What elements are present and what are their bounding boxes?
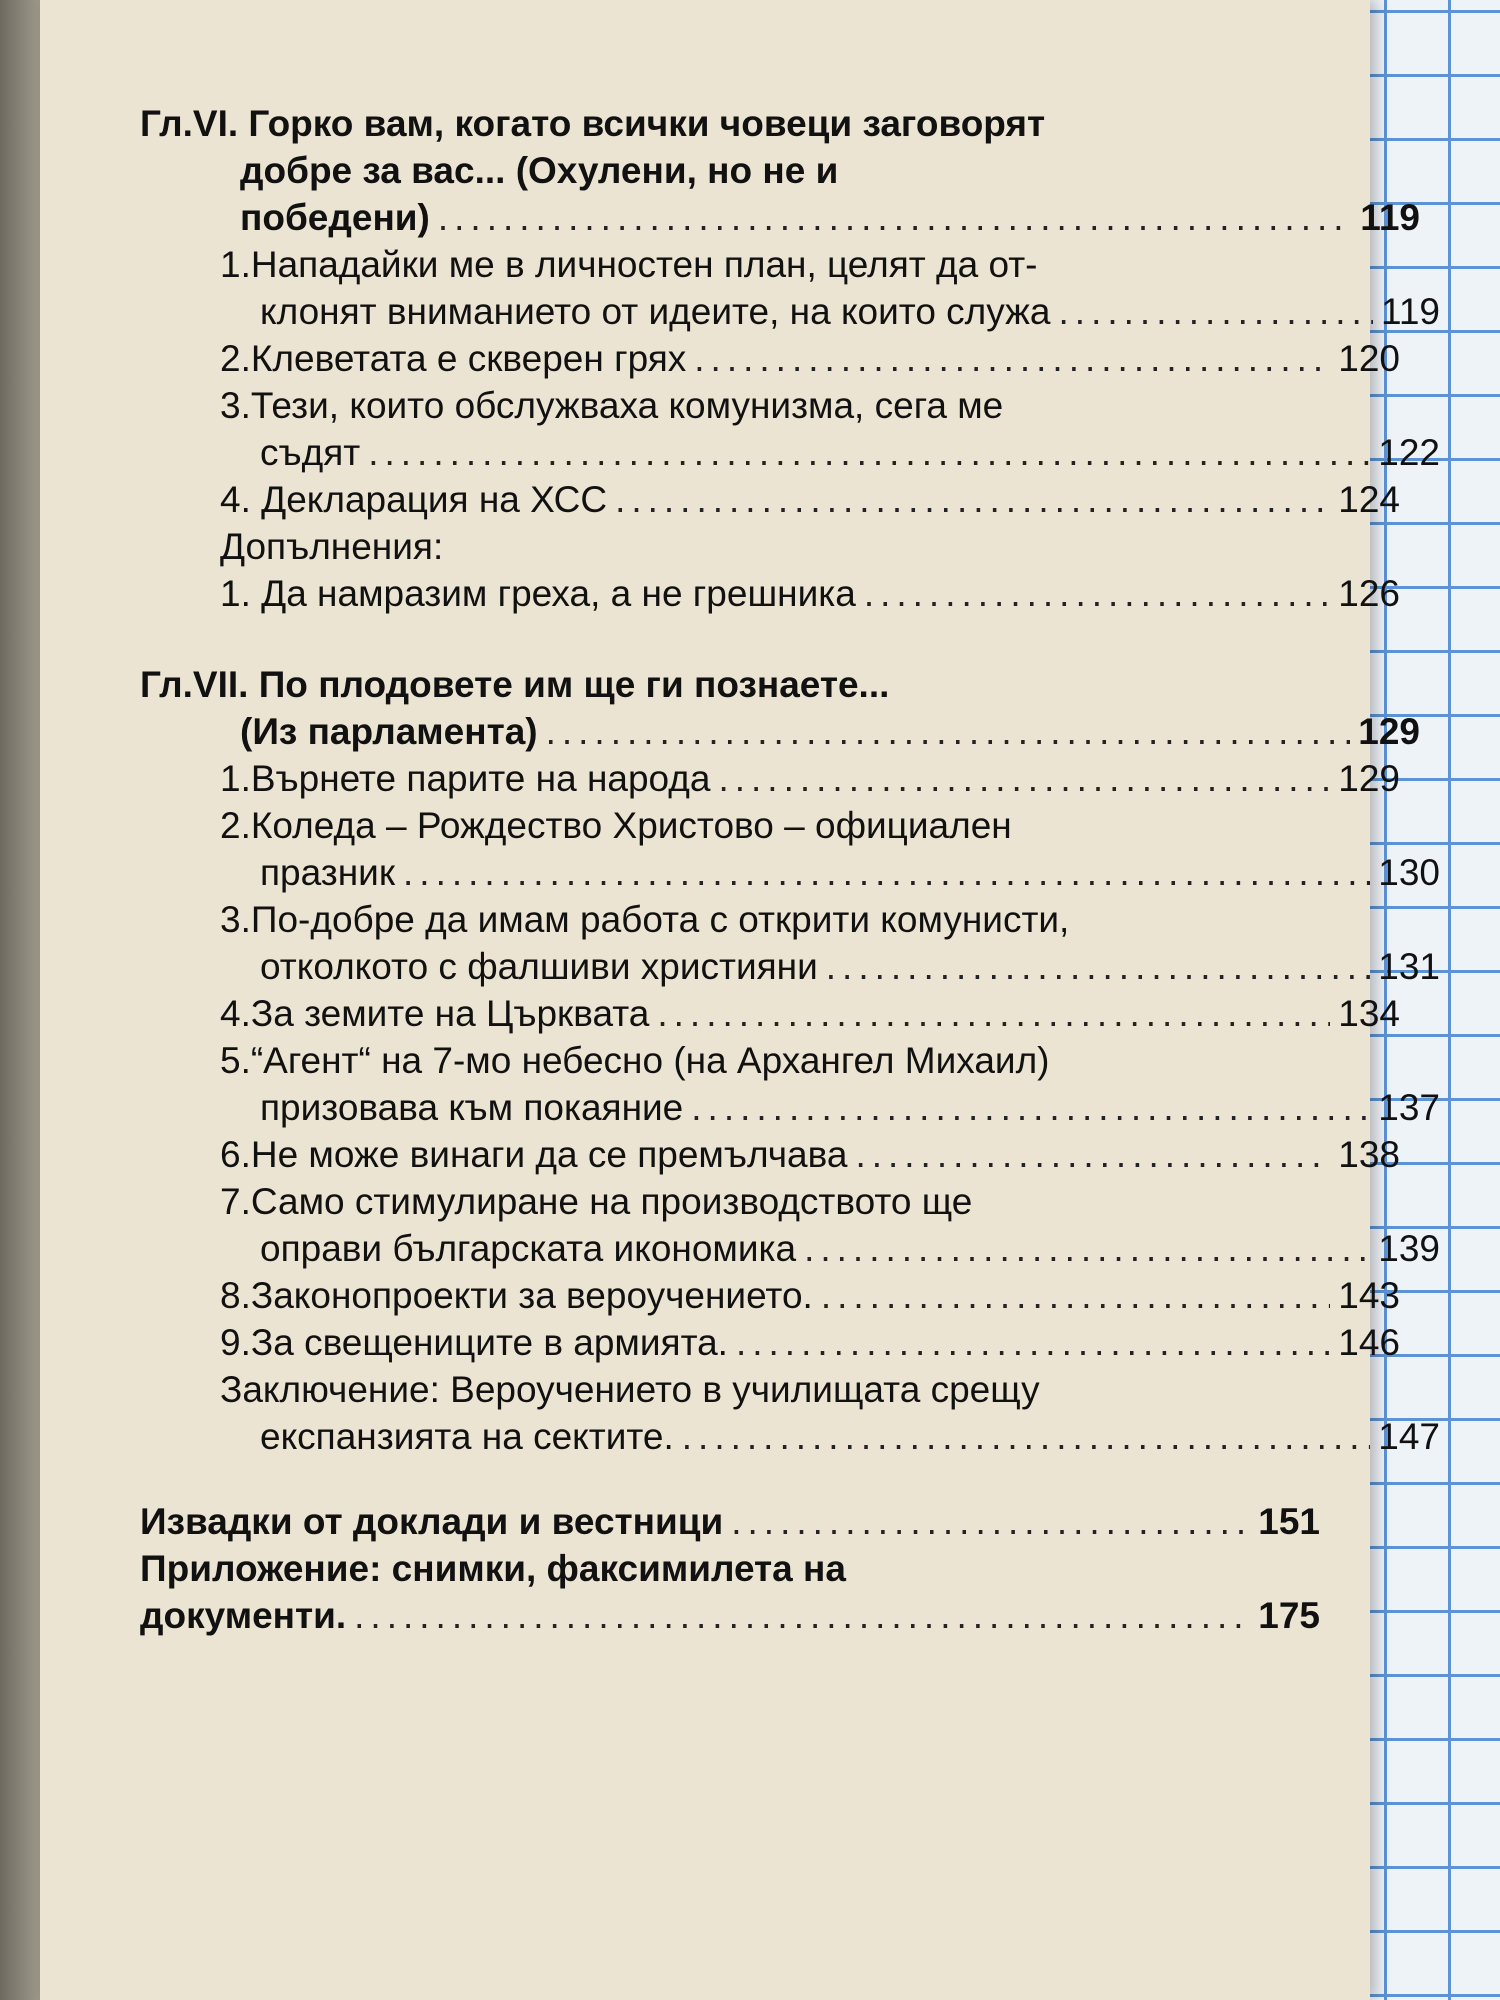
toc-entry-cont: отколкото с фалшиви християни ..... 131 <box>140 943 1440 990</box>
toc-entry: 1.Върнете парите на народа ..... 129 <box>140 755 1400 802</box>
page-number: 147 <box>1378 1416 1440 1457</box>
chapter-6 <box>140 100 1440 617</box>
toc-entry: 9.За свещениците в армията. ..... 146 <box>140 1319 1400 1366</box>
toc-entry: Заключение: Вероучението в училищата срещу <box>220 1369 1040 1410</box>
page-number: 131 <box>1378 946 1440 987</box>
dot-leader <box>657 990 1330 1037</box>
dot-leader <box>438 194 1352 241</box>
chapter-heading: Гл.VI. Горко вам, когато всички човеци заговорят <box>140 103 1046 144</box>
dot-leader <box>368 429 1370 476</box>
toc-entry-cont: клонят вниманието от идеите, на които служа ..... 119 <box>140 288 1440 335</box>
dot-leader <box>403 849 1370 896</box>
dot-leader <box>821 1272 1330 1319</box>
appendix-entry: Приложение: снимки, факсимилета на <box>140 1548 846 1589</box>
toc-entry-cont: призовава към покаяние ..... 137 <box>140 1084 1440 1131</box>
dot-leader <box>691 1084 1370 1131</box>
toc-entry: 3.Тези, които обслужваха комунизма, сега ме <box>220 385 1004 426</box>
dot-leader <box>694 335 1330 382</box>
page-number: 120 <box>1338 338 1400 379</box>
toc-entry-cont: съдят ..... 122 <box>140 429 1440 476</box>
page-number: 139 <box>1378 1228 1440 1269</box>
page-number: 130 <box>1378 852 1440 893</box>
toc-entry: 6.Не може винаги да се премълчава ..... 138 <box>140 1131 1400 1178</box>
dot-leader <box>718 755 1330 802</box>
appendix-entry-cont: документи. ..... 175 <box>140 1592 1320 1639</box>
page-number: 134 <box>1338 993 1400 1034</box>
toc-entry: 3.По-добре да имам работа с открити комунисти, <box>220 899 1070 940</box>
toc-entry-cont: празник ..... 130 <box>140 849 1440 896</box>
dot-leader <box>804 1225 1370 1272</box>
toc-entry: 2.Клеветата е скверен грях ..... 120 <box>140 335 1400 382</box>
page-number: 175 <box>1258 1595 1320 1636</box>
dot-leader <box>736 1319 1330 1366</box>
page-number: 143 <box>1338 1275 1400 1316</box>
dot-leader <box>731 1498 1250 1545</box>
toc-entry: 2.Коледа – Рождество Христово – официален <box>220 805 1012 846</box>
dot-leader <box>864 570 1330 617</box>
dot-leader <box>855 1131 1330 1178</box>
toc-entry: 8.Законопроекти за вероучението. ..... 143 <box>140 1272 1400 1319</box>
table-of-contents <box>140 100 1440 1639</box>
dot-leader <box>615 476 1330 523</box>
page-number: 129 <box>1338 758 1400 799</box>
page-number: 119 <box>1381 291 1440 332</box>
page-number: 119 <box>1360 197 1420 238</box>
page-number: 126 <box>1338 573 1400 614</box>
toc-entry: 1.Нападайки ме в личностен план, целят да от- <box>220 244 1038 285</box>
toc-entry-cont: оправи българската икономика ..... 139 <box>140 1225 1440 1272</box>
toc-line: победени) ..... 119 <box>140 194 1420 241</box>
supplements-label: Допълнения: <box>220 526 444 567</box>
book-page <box>40 0 1440 2000</box>
dot-leader <box>682 1413 1371 1460</box>
page-number: 137 <box>1378 1087 1440 1128</box>
toc-entry-cont: експанзията на сектите. ..... 147 <box>140 1413 1440 1460</box>
toc-entry: 7.Само стимулиране на производството ще <box>220 1181 973 1222</box>
toc-entry: 4. Декларация на ХСС ..... 124 <box>140 476 1400 523</box>
chapter-heading-cont: добре за вас... (Охулени, но не и <box>240 150 839 191</box>
dot-leader <box>354 1592 1250 1639</box>
page-number: 124 <box>1338 479 1400 520</box>
page-number: 151 <box>1258 1501 1320 1542</box>
chapter-7 <box>140 661 1440 1460</box>
page-number: 129 <box>1358 711 1420 752</box>
dot-leader <box>826 943 1371 990</box>
dot-leader <box>546 708 1351 755</box>
page-number: 122 <box>1378 432 1440 473</box>
dot-leader <box>1059 288 1373 335</box>
chapter-heading: Гл.VII. По плодовете им ще ги познаете... <box>140 664 890 705</box>
toc-entry: 1. Да намразим греха, а не грешника ..... 126 <box>140 570 1400 617</box>
toc-entry: 4.За земите на Църквата ..... 134 <box>140 990 1400 1037</box>
page-number: 146 <box>1338 1322 1400 1363</box>
toc-line: (Из парламента) ..... 129 <box>140 708 1420 755</box>
toc-entry: 5.“Агент“ на 7-мо небесно (на Архангел Михаил) <box>220 1040 1050 1081</box>
page-number: 138 <box>1338 1134 1400 1175</box>
excerpts-entry: Извадки от доклади и вестници ..... 151 <box>140 1498 1320 1545</box>
